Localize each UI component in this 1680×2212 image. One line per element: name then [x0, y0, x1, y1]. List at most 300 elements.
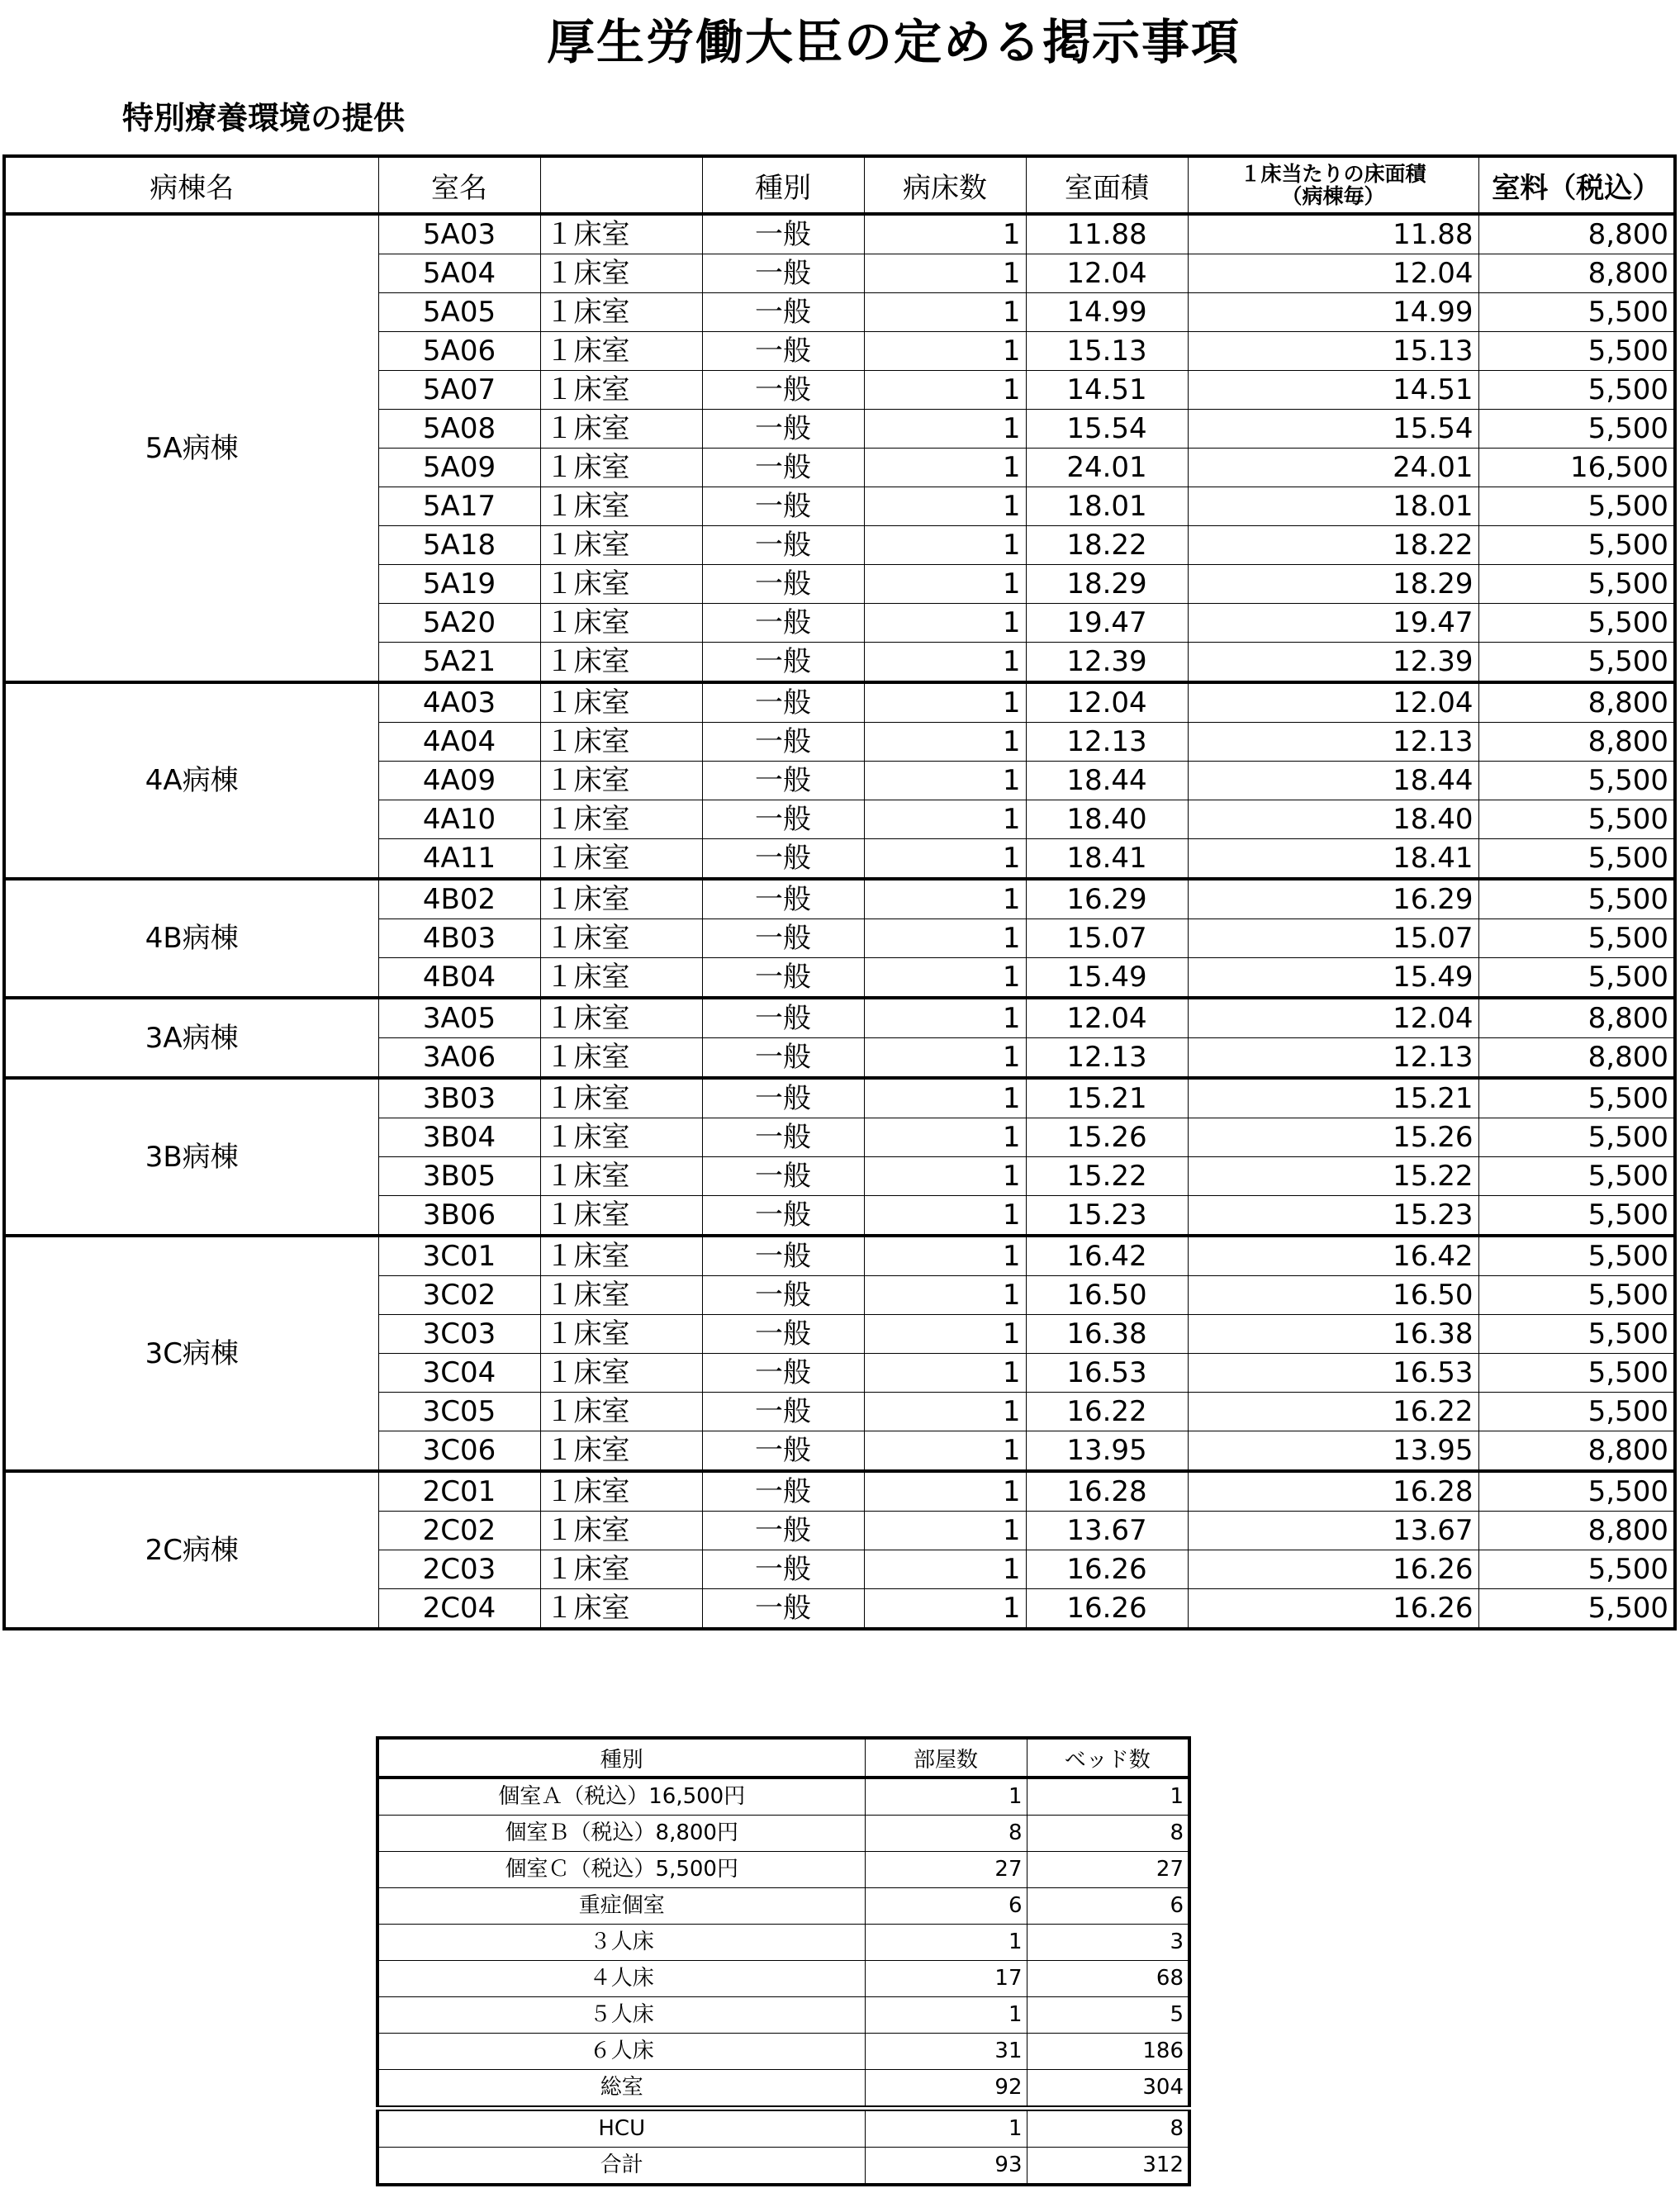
- room-kind: １床室: [540, 604, 702, 643]
- summary-row: [377, 2109, 1189, 2148]
- bed-count: 1: [864, 565, 1026, 604]
- bed-count: 1: [864, 998, 1026, 1038]
- bed-type: 一般: [702, 214, 864, 254]
- room-fee: 5,500: [1478, 1157, 1675, 1196]
- room-fee: 5,500: [1478, 293, 1675, 332]
- summary-row: [377, 2034, 1189, 2070]
- summary-table-body: [377, 1778, 1189, 2185]
- room-kind: １床室: [540, 565, 702, 604]
- room-fee: 5,500: [1478, 762, 1675, 800]
- room-kind: １床室: [540, 214, 702, 254]
- table-row: [4, 1078, 1675, 1118]
- room-area: 16.22: [1026, 1393, 1188, 1431]
- room-name: 5A20: [378, 604, 540, 643]
- room-kind: １床室: [540, 1550, 702, 1589]
- header-per-bed-line2: （病棟毎）: [1281, 184, 1385, 208]
- room-name: 3C04: [378, 1354, 540, 1393]
- bed-count: 1: [864, 723, 1026, 762]
- room-name: 3C02: [378, 1276, 540, 1315]
- room-fee-table: [2, 154, 1677, 1631]
- summary-beds: 304: [1027, 2070, 1189, 2109]
- bed-count: 1: [864, 682, 1026, 723]
- summary-type: ４人床: [377, 1961, 865, 1997]
- bed-type: 一般: [702, 1078, 864, 1118]
- bed-count: 1: [864, 1550, 1026, 1589]
- room-name: 4B04: [378, 958, 540, 999]
- room-fee: 8,800: [1478, 1512, 1675, 1550]
- room-kind: １床室: [540, 1196, 702, 1237]
- room-area: 11.88: [1026, 214, 1188, 254]
- bed-count: 1: [864, 604, 1026, 643]
- bed-count: 1: [864, 1038, 1026, 1079]
- bed-type: 一般: [702, 1589, 864, 1630]
- ward-name: 3C病棟: [4, 1236, 378, 1471]
- bed-count: 1: [864, 371, 1026, 410]
- room-area: 19.47: [1026, 604, 1188, 643]
- room-name: 4A09: [378, 762, 540, 800]
- room-kind: １床室: [540, 410, 702, 449]
- room-kind: １床室: [540, 839, 702, 880]
- ward-name: 2C病棟: [4, 1471, 378, 1629]
- summary-row: [377, 1816, 1189, 1852]
- room-area: 16.26: [1026, 1589, 1188, 1630]
- area-per-bed: 14.51: [1188, 371, 1478, 410]
- room-fee: 5,500: [1478, 1471, 1675, 1512]
- area-per-bed: 12.04: [1188, 682, 1478, 723]
- room-fee: 5,500: [1478, 332, 1675, 371]
- room-area: 18.41: [1026, 839, 1188, 880]
- room-fee: 5,500: [1478, 1196, 1675, 1237]
- room-area: 15.22: [1026, 1157, 1188, 1196]
- room-fee: 5,500: [1478, 526, 1675, 565]
- area-per-bed: 18.22: [1188, 526, 1478, 565]
- room-name: 5A09: [378, 449, 540, 487]
- summary-row: [377, 1852, 1189, 1888]
- room-name: 3B04: [378, 1118, 540, 1157]
- room-name: 3A05: [378, 998, 540, 1038]
- room-kind: １床室: [540, 1393, 702, 1431]
- room-kind: １床室: [540, 526, 702, 565]
- room-kind: １床室: [540, 1038, 702, 1079]
- ward-name: 3A病棟: [4, 998, 378, 1078]
- area-per-bed: 15.49: [1188, 958, 1478, 999]
- room-area: 16.38: [1026, 1315, 1188, 1354]
- area-per-bed: 18.41: [1188, 839, 1478, 880]
- bed-type: 一般: [702, 1276, 864, 1315]
- bed-type: 一般: [702, 1196, 864, 1237]
- header-per-bed-area: [1188, 156, 1478, 214]
- summary-beds: 6: [1027, 1888, 1189, 1925]
- summary-type: 合計: [377, 2148, 865, 2186]
- table-row: [4, 682, 1675, 723]
- bed-type: 一般: [702, 604, 864, 643]
- summary-row: [377, 1888, 1189, 1925]
- summary-beds: 68: [1027, 1961, 1189, 1997]
- bed-type: 一般: [702, 371, 864, 410]
- room-fee: 8,800: [1478, 682, 1675, 723]
- bed-type: 一般: [702, 1315, 864, 1354]
- bed-type: 一般: [702, 1118, 864, 1157]
- summary-beds: 27: [1027, 1852, 1189, 1888]
- summary-header-rooms: 部屋数: [865, 1738, 1027, 1778]
- room-kind: １床室: [540, 332, 702, 371]
- bed-count: 1: [864, 839, 1026, 880]
- bed-type: 一般: [702, 1471, 864, 1512]
- room-area: 15.26: [1026, 1118, 1188, 1157]
- room-fee: 5,500: [1478, 1236, 1675, 1276]
- room-fee: 8,800: [1478, 998, 1675, 1038]
- area-per-bed: 13.67: [1188, 1512, 1478, 1550]
- area-per-bed: 16.28: [1188, 1471, 1478, 1512]
- area-per-bed: 24.01: [1188, 449, 1478, 487]
- header-room: 室名: [378, 156, 540, 214]
- room-name: 2C02: [378, 1512, 540, 1550]
- bed-type: 一般: [702, 1236, 864, 1276]
- bed-type: 一般: [702, 1512, 864, 1550]
- bed-type: 一般: [702, 800, 864, 839]
- area-per-bed: 12.13: [1188, 1038, 1478, 1079]
- room-area: 12.04: [1026, 998, 1188, 1038]
- room-area: 12.13: [1026, 723, 1188, 762]
- summary-type: HCU: [377, 2109, 865, 2148]
- page-title: 厚生労働大臣の定める掲示事項: [546, 14, 1241, 70]
- room-area: 16.29: [1026, 879, 1188, 919]
- room-fee: 8,800: [1478, 254, 1675, 293]
- area-per-bed: 15.54: [1188, 410, 1478, 449]
- room-name: 5A19: [378, 565, 540, 604]
- room-fee: 5,500: [1478, 1589, 1675, 1630]
- room-area: 18.44: [1026, 762, 1188, 800]
- table-row: [4, 998, 1675, 1038]
- area-per-bed: 16.38: [1188, 1315, 1478, 1354]
- bed-type: 一般: [702, 682, 864, 723]
- room-kind: １床室: [540, 254, 702, 293]
- bed-type: 一般: [702, 762, 864, 800]
- room-area: 15.13: [1026, 332, 1188, 371]
- summary-beds: 186: [1027, 2034, 1189, 2070]
- room-kind: １床室: [540, 371, 702, 410]
- room-kind: １床室: [540, 998, 702, 1038]
- room-area: 12.04: [1026, 682, 1188, 723]
- summary-type: 重症個室: [377, 1888, 865, 1925]
- summary-header-row: [377, 1738, 1189, 1778]
- summary-row: [377, 1997, 1189, 2034]
- room-fee: 5,500: [1478, 1354, 1675, 1393]
- bed-count: 1: [864, 1471, 1026, 1512]
- summary-rooms: 92: [865, 2070, 1027, 2109]
- ward-name: 5A病棟: [4, 214, 378, 682]
- bed-type: 一般: [702, 919, 864, 958]
- summary-rooms: 93: [865, 2148, 1027, 2186]
- room-name: 3B06: [378, 1196, 540, 1237]
- bed-count: 1: [864, 1354, 1026, 1393]
- table-header-row: [4, 156, 1675, 214]
- room-name: 3C05: [378, 1393, 540, 1431]
- room-name: 3C03: [378, 1315, 540, 1354]
- bed-count: 1: [864, 1118, 1026, 1157]
- table-row: [4, 1471, 1675, 1512]
- bed-count: 1: [864, 958, 1026, 999]
- room-area: 15.21: [1026, 1078, 1188, 1118]
- bed-count: 1: [864, 1431, 1026, 1472]
- room-kind: １床室: [540, 1471, 702, 1512]
- summary-rooms: 6: [865, 1888, 1027, 1925]
- room-kind: １床室: [540, 449, 702, 487]
- bed-type: 一般: [702, 410, 864, 449]
- bed-type: 一般: [702, 449, 864, 487]
- area-per-bed: 16.26: [1188, 1550, 1478, 1589]
- room-area: 16.28: [1026, 1471, 1188, 1512]
- room-area: 15.07: [1026, 919, 1188, 958]
- room-area: 15.49: [1026, 958, 1188, 999]
- summary-type: 個室Ｃ（税込）5,500円: [377, 1852, 865, 1888]
- bed-count: 1: [864, 449, 1026, 487]
- room-name: 3C06: [378, 1431, 540, 1472]
- bed-count: 1: [864, 1157, 1026, 1196]
- area-per-bed: 15.22: [1188, 1157, 1478, 1196]
- area-per-bed: 12.04: [1188, 254, 1478, 293]
- room-name: 4B03: [378, 919, 540, 958]
- room-kind: １床室: [540, 1315, 702, 1354]
- summary-row: [377, 2070, 1189, 2109]
- room-fee: 5,500: [1478, 1315, 1675, 1354]
- bed-type: 一般: [702, 839, 864, 880]
- summary-row: [377, 1961, 1189, 1997]
- bed-count: 1: [864, 214, 1026, 254]
- area-per-bed: 16.42: [1188, 1236, 1478, 1276]
- room-name: 2C03: [378, 1550, 540, 1589]
- room-fee: 5,500: [1478, 371, 1675, 410]
- bed-count: 1: [864, 410, 1026, 449]
- room-name: 4B02: [378, 879, 540, 919]
- bed-type: 一般: [702, 565, 864, 604]
- room-area: 18.22: [1026, 526, 1188, 565]
- area-per-bed: 16.29: [1188, 879, 1478, 919]
- room-name: 3A06: [378, 1038, 540, 1079]
- room-area: 16.53: [1026, 1354, 1188, 1393]
- room-name: 5A08: [378, 410, 540, 449]
- area-per-bed: 18.29: [1188, 565, 1478, 604]
- summary-header-type: 種別: [377, 1738, 865, 1778]
- bed-type: 一般: [702, 293, 864, 332]
- room-fee: 5,500: [1478, 565, 1675, 604]
- room-kind: １床室: [540, 487, 702, 526]
- room-fee: 5,500: [1478, 1550, 1675, 1589]
- bed-count: 1: [864, 1196, 1026, 1237]
- bed-count: 1: [864, 1236, 1026, 1276]
- room-table-body: [4, 214, 1675, 1629]
- summary-beds: 312: [1027, 2148, 1189, 2186]
- area-per-bed: 11.88: [1188, 214, 1478, 254]
- room-kind: １床室: [540, 1431, 702, 1472]
- room-fee: 5,500: [1478, 1078, 1675, 1118]
- bed-count: 1: [864, 919, 1026, 958]
- header-per-bed-line1: １床当たりの床面積: [1240, 162, 1426, 186]
- bed-type: 一般: [702, 1393, 864, 1431]
- room-fee: 5,500: [1478, 410, 1675, 449]
- room-kind: １床室: [540, 293, 702, 332]
- bed-count: 1: [864, 1315, 1026, 1354]
- room-fee: 5,500: [1478, 487, 1675, 526]
- area-per-bed: 14.99: [1188, 293, 1478, 332]
- summary-rooms: 1: [865, 1925, 1027, 1961]
- bed-count: 1: [864, 1393, 1026, 1431]
- room-kind: １床室: [540, 1589, 702, 1630]
- room-area: 18.01: [1026, 487, 1188, 526]
- bed-count: 1: [864, 879, 1026, 919]
- room-fee: 8,800: [1478, 1431, 1675, 1472]
- room-fee: 8,800: [1478, 1038, 1675, 1079]
- room-name: 4A11: [378, 839, 540, 880]
- table-row: [4, 1236, 1675, 1276]
- area-per-bed: 12.04: [1188, 998, 1478, 1038]
- room-fee: 16,500: [1478, 449, 1675, 487]
- summary-row: [377, 1925, 1189, 1961]
- room-fee: 5,500: [1478, 958, 1675, 999]
- bed-type: 一般: [702, 526, 864, 565]
- area-per-bed: 12.13: [1188, 723, 1478, 762]
- room-area: 16.26: [1026, 1550, 1188, 1589]
- area-per-bed: 18.40: [1188, 800, 1478, 839]
- room-fee: 8,800: [1478, 723, 1675, 762]
- room-name: 4A03: [378, 682, 540, 723]
- summary-rooms: 27: [865, 1852, 1027, 1888]
- room-kind: １床室: [540, 1236, 702, 1276]
- summary-type: ５人床: [377, 1997, 865, 2034]
- room-name: 5A18: [378, 526, 540, 565]
- room-area: 18.40: [1026, 800, 1188, 839]
- summary-rooms: 17: [865, 1961, 1027, 1997]
- bed-count: 1: [864, 1276, 1026, 1315]
- area-per-bed: 15.26: [1188, 1118, 1478, 1157]
- bed-count: 1: [864, 526, 1026, 565]
- bed-count: 1: [864, 1078, 1026, 1118]
- room-name: 2C04: [378, 1589, 540, 1630]
- area-per-bed: 18.44: [1188, 762, 1478, 800]
- summary-rooms: 1: [865, 1778, 1027, 1816]
- room-area: 18.29: [1026, 565, 1188, 604]
- room-area: 14.99: [1026, 293, 1188, 332]
- room-kind: １床室: [540, 879, 702, 919]
- area-per-bed: 15.13: [1188, 332, 1478, 371]
- area-per-bed: 13.95: [1188, 1431, 1478, 1472]
- bed-count: 1: [864, 643, 1026, 683]
- summary-beds: 3: [1027, 1925, 1189, 1961]
- bed-count: 1: [864, 254, 1026, 293]
- bed-type: 一般: [702, 254, 864, 293]
- bed-count: 1: [864, 1589, 1026, 1630]
- room-area: 12.04: [1026, 254, 1188, 293]
- bed-type: 一般: [702, 332, 864, 371]
- ward-name: 3B病棟: [4, 1078, 378, 1236]
- header-type: 種別: [702, 156, 864, 214]
- summary-rooms: 31: [865, 2034, 1027, 2070]
- summary-rooms: 1: [865, 2109, 1027, 2148]
- header-area: 室面積: [1026, 156, 1188, 214]
- bed-type: 一般: [702, 1038, 864, 1079]
- bed-type: 一般: [702, 1157, 864, 1196]
- bed-type: 一般: [702, 998, 864, 1038]
- room-area: 24.01: [1026, 449, 1188, 487]
- bed-count: 1: [864, 332, 1026, 371]
- room-area: 15.23: [1026, 1196, 1188, 1237]
- room-fee: 5,500: [1478, 800, 1675, 839]
- summary-header-beds: ベッド数: [1027, 1738, 1189, 1778]
- room-kind: １床室: [540, 800, 702, 839]
- room-fee: 5,500: [1478, 643, 1675, 683]
- room-name: 5A21: [378, 643, 540, 683]
- table-row: [4, 214, 1675, 254]
- room-fee: 8,800: [1478, 214, 1675, 254]
- summary-beds: 1: [1027, 1778, 1189, 1816]
- bed-type: 一般: [702, 1550, 864, 1589]
- room-fee: 5,500: [1478, 604, 1675, 643]
- summary-table: [376, 1736, 1191, 2186]
- summary-row: [377, 1778, 1189, 1816]
- room-kind: １床室: [540, 1354, 702, 1393]
- summary-row: [377, 2148, 1189, 2186]
- room-name: 5A04: [378, 254, 540, 293]
- room-kind: １床室: [540, 958, 702, 999]
- room-area: 16.42: [1026, 1236, 1188, 1276]
- summary-beds: 8: [1027, 1816, 1189, 1852]
- room-area: 16.50: [1026, 1276, 1188, 1315]
- bed-type: 一般: [702, 643, 864, 683]
- bed-type: 一般: [702, 879, 864, 919]
- room-area: 12.13: [1026, 1038, 1188, 1079]
- area-per-bed: 15.07: [1188, 919, 1478, 958]
- section-subtitle: 特別療養環境の提供: [122, 100, 406, 136]
- room-name: 4A10: [378, 800, 540, 839]
- bed-count: 1: [864, 487, 1026, 526]
- room-kind: １床室: [540, 762, 702, 800]
- area-per-bed: 16.26: [1188, 1589, 1478, 1630]
- room-fee: 5,500: [1478, 1118, 1675, 1157]
- bed-type: 一般: [702, 958, 864, 999]
- room-fee: 5,500: [1478, 839, 1675, 880]
- summary-type: 個室Ａ（税込）16,500円: [377, 1778, 865, 1816]
- room-kind: １床室: [540, 1118, 702, 1157]
- room-kind: １床室: [540, 682, 702, 723]
- summary-beds: 5: [1027, 1997, 1189, 2034]
- room-kind: １床室: [540, 919, 702, 958]
- area-per-bed: 15.21: [1188, 1078, 1478, 1118]
- header-beds: 病床数: [864, 156, 1026, 214]
- summary-beds: 8: [1027, 2109, 1189, 2148]
- room-name: 5A06: [378, 332, 540, 371]
- area-per-bed: 15.23: [1188, 1196, 1478, 1237]
- summary-rooms: 8: [865, 1816, 1027, 1852]
- room-kind: １床室: [540, 1157, 702, 1196]
- room-kind: １床室: [540, 1276, 702, 1315]
- summary-type: ３人床: [377, 1925, 865, 1961]
- ward-name: 4A病棟: [4, 682, 378, 879]
- bed-type: 一般: [702, 723, 864, 762]
- room-area: 14.51: [1026, 371, 1188, 410]
- room-kind: １床室: [540, 643, 702, 683]
- header-fee: 室料（税込）: [1478, 156, 1675, 214]
- room-kind: １床室: [540, 723, 702, 762]
- room-name: 5A07: [378, 371, 540, 410]
- room-name: 3C01: [378, 1236, 540, 1276]
- summary-type: 個室Ｂ（税込）8,800円: [377, 1816, 865, 1852]
- room-fee: 5,500: [1478, 879, 1675, 919]
- room-kind: １床室: [540, 1512, 702, 1550]
- summary-rooms: 1: [865, 1997, 1027, 2034]
- summary-type: ６人床: [377, 2034, 865, 2070]
- table-row: [4, 879, 1675, 919]
- summary-type: 総室: [377, 2070, 865, 2109]
